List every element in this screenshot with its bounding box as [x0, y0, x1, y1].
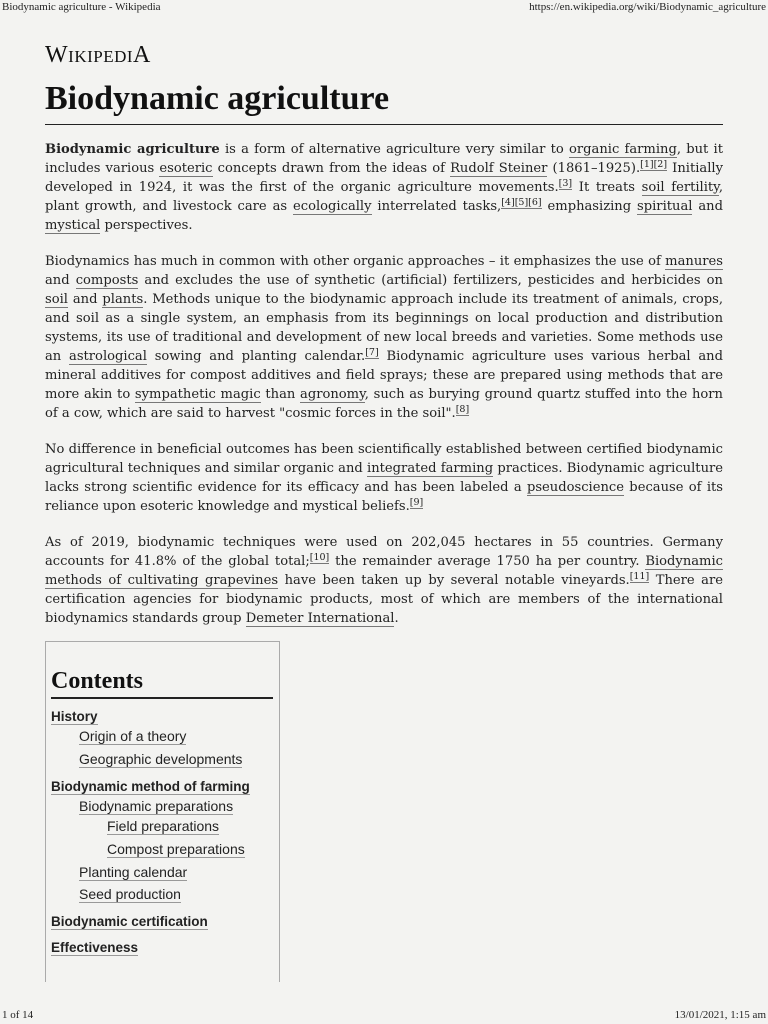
article-title: Biodynamic agriculture: [45, 80, 723, 125]
citation-5[interactable]: [5]: [514, 197, 529, 208]
toc-item-biodynamic-certification[interactable]: Biodynamic certification: [51, 914, 208, 929]
citation-3[interactable]: [3]: [558, 178, 573, 189]
print-footer-page: 1 of 14: [2, 1009, 34, 1021]
link-demeter-international[interactable]: Demeter International: [245, 611, 395, 626]
link-organic-farming[interactable]: organic farming: [569, 142, 677, 157]
print-header-title: Biodynamic agriculture - Wikipedia: [2, 1, 161, 13]
link-soil-fertility[interactable]: soil fertility: [641, 180, 719, 195]
paragraph-1: Biodynamic agriculture is a form of alternative agriculture very similar to organic farming, but it includes various esoteric concepts drawn from the ideas of Rudolf Steiner (1861–1925).[1][2] Initially developed in 1924, it was the first of the organic agriculture movements.[3] It treats soil fertility, plant growth, and livestock care as ecologically interrelated tasks,[4][5][6] emphasizing spiritual and mystical perspectives.: [45, 142, 723, 233]
table-of-contents: [45, 641, 280, 982]
link-soil[interactable]: soil: [45, 292, 68, 307]
link-ecologically[interactable]: ecologically: [293, 199, 372, 214]
citation-1[interactable]: [1]: [640, 159, 654, 170]
paragraph-4: As of 2019, biodynamic techniques were used on 202,045 hectares in 55 countries. Germany accounts for 41.8% of the global total;[10] the remainder average 1750 ha per country. Biodynamic methods of cultivating grapevines have been taken up by several notable vineyards.[11] There are certification agencies for biodynamic products, most of which are members of the international biodynamics standards group Demeter International.: [45, 535, 724, 626]
paragraph-2: Biodynamics has much in common with other organic approaches – it emphasizes the use of manures and composts and excludes the use of synthetic (artificial) fertilizers, pesticides and herbicides on soil and plants. Methods unique to the biodynamic approach include its treatment of animals, crops, and soil as a single system, an emphasis from its beginnings on local production and distribution systems, its use of traditional and development of new local breeds and varieties. Some methods use an astrological sowing and planting calendar.[7] Biodynamic agriculture uses various herbal and mineral additives for compost additives and field sprays; these are prepared using methods that are more akin to sympathetic magic than agronomy, such as burying ground quartz stuffed into the horn of a cow, which are said to harvest "cosmic forces in the soil".[8]: [45, 254, 723, 421]
toc-item-biodynamic-method[interactable]: Biodynamic method of farming: [51, 779, 250, 794]
toc-item-seed-production[interactable]: Seed production: [79, 886, 181, 902]
link-agronomy[interactable]: agronomy: [300, 387, 365, 402]
print-header-url[interactable]: https://en.wikipedia.org/wiki/Biodynamic_agriculture: [529, 1, 766, 13]
toc-item-planting-calendar[interactable]: Planting calendar: [79, 864, 188, 880]
citation-4[interactable]: [4]: [501, 197, 515, 208]
link-sympathetic-magic[interactable]: sympathetic magic: [134, 387, 261, 402]
toc-item-effectiveness[interactable]: Effectiveness: [51, 940, 139, 955]
link-rudolf-steiner[interactable]: Rudolf Steiner: [450, 161, 548, 176]
citation-2[interactable]: [2]: [653, 159, 668, 170]
link-astrological[interactable]: astrological: [69, 349, 147, 364]
lead-term: Biodynamic agriculture: [45, 142, 220, 157]
link-manures[interactable]: manures: [665, 254, 723, 269]
citation-6[interactable]: [6]: [528, 197, 542, 208]
toc-item-origin-of-a-theory[interactable]: Origin of a theory: [79, 728, 187, 744]
link-esoteric[interactable]: esoteric: [159, 161, 213, 176]
wikipedia-wordmark[interactable]: WikipediA: [45, 42, 151, 68]
toc-item-compost-preparations[interactable]: Compost preparations: [107, 841, 245, 857]
toc-item-biodynamic-preparations[interactable]: Biodynamic preparations: [79, 798, 234, 814]
paragraph-3: No difference in beneficial outcomes has been scientifically established between certified biodynamic agricultural techniques and similar organic and integrated farming practices. Biodynamic agriculture lacks strong scientific evidence for its efficacy and has been labeled a pseudoscience because of its reliance upon esoteric knowledge and mystical beliefs.[9]: [45, 442, 724, 514]
citation-8[interactable]: [8]: [455, 404, 470, 415]
toc-item-history[interactable]: History: [51, 709, 98, 724]
link-plants[interactable]: plants: [102, 292, 144, 307]
toc-item-geographic-developments[interactable]: Geographic developments: [79, 751, 243, 767]
link-integrated-farming[interactable]: integrated farming: [367, 461, 494, 476]
citation-10[interactable]: [10]: [309, 552, 330, 563]
link-mystical[interactable]: mystical: [45, 218, 101, 233]
link-composts[interactable]: composts: [75, 273, 139, 288]
print-footer-datetime: 13/01/2021, 1:15 am: [674, 1009, 766, 1021]
link-biodynamic-grapevines[interactable]: Biodynamic methods of cultivating grapevines: [45, 554, 723, 588]
article-body: [45, 140, 723, 645]
citation-7[interactable]: [7]: [365, 347, 379, 358]
citation-11[interactable]: [11]: [629, 571, 650, 582]
toc-item-field-preparations[interactable]: Field preparations: [107, 818, 220, 834]
link-pseudoscience[interactable]: pseudoscience: [526, 480, 624, 495]
citation-9[interactable]: [9]: [409, 497, 424, 508]
toc-title: Contents: [51, 668, 273, 699]
link-spiritual[interactable]: spiritual: [637, 199, 693, 214]
